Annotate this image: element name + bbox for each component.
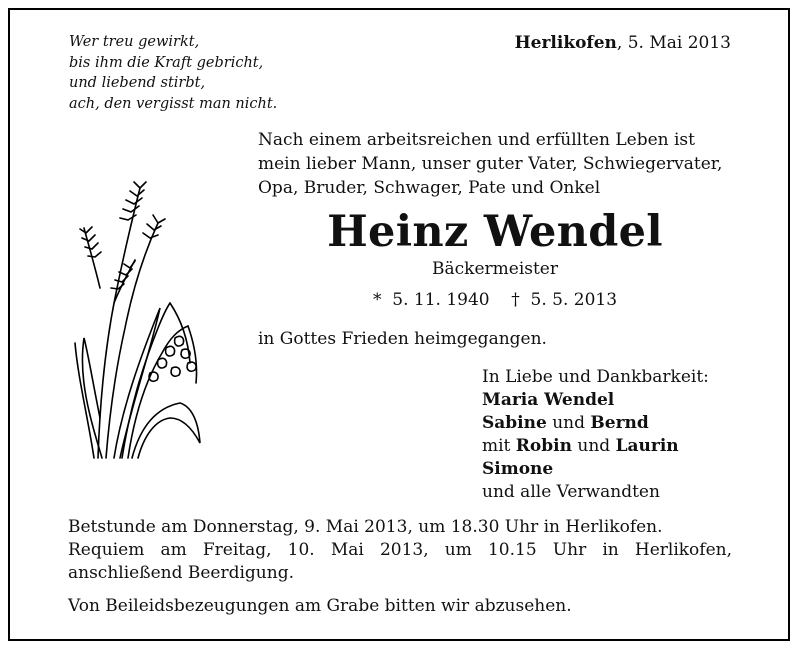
place-and-date [515, 33, 731, 53]
mourners-closing: und alle Verwandten [482, 482, 660, 502]
mourner-name: Laurin [615, 436, 679, 456]
connector-text: und [546, 413, 591, 433]
mourner-name: Simone [482, 459, 554, 479]
intro-line: Nach einem arbeitsreichen und erfüllten Leben ist [258, 130, 695, 150]
date: , 5. Mai 2013 [616, 33, 731, 53]
poem-line: ach, den vergisst man nicht. [69, 95, 278, 112]
intro-text [258, 128, 732, 200]
intro-line: Opa, Bruder, Schwager, Pate und Onkel [258, 178, 601, 198]
wheat-grass-illustration [70, 178, 215, 463]
poem-line: und liebend stirbt, [69, 75, 206, 91]
poem-line: Wer treu gewirkt, [69, 34, 200, 50]
mourners-heading: In Liebe und Dankbarkeit: [482, 367, 709, 387]
mourner-name: Bernd [590, 413, 649, 433]
requiem-text: Requiem am Freitag, 10. Mai 2013, um 10.15 Uhr in Herlikofen, [68, 540, 732, 560]
place: Herlikofen [514, 33, 617, 53]
connector-text: mit [482, 436, 516, 456]
burial-text: anschließend Beerdigung. [68, 563, 294, 583]
service-info [68, 516, 732, 618]
mourners-list [482, 366, 742, 504]
deceased-name: Heinz Wendel [327, 207, 663, 257]
connector-text: und [571, 436, 616, 456]
mourner-name: Robin [515, 436, 572, 456]
deceased-profession: Bäckermeister [432, 259, 558, 279]
poem-line: bis ihm die Kraft gebricht, [69, 54, 264, 71]
condolence-note: Von Beileidsbezeugungen am Grabe bitten wir abzusehen. [68, 596, 572, 616]
memorial-poem [69, 32, 329, 114]
passing-statement: in Gottes Frieden heimgegangen. [258, 329, 547, 349]
life-dates: * 5. 11. 1940 † 5. 5. 2013 [372, 290, 618, 310]
intro-line: mein lieber Mann, unser guter Vater, Schwiegervater, [258, 154, 723, 174]
mourner-name: Sabine [482, 413, 547, 433]
prayer-hour-text: Betstunde am Donnerstag, 9. Mai 2013, um 18.30 Uhr in Herlikofen. [68, 517, 663, 537]
mourner-name: Maria Wendel [482, 390, 615, 410]
